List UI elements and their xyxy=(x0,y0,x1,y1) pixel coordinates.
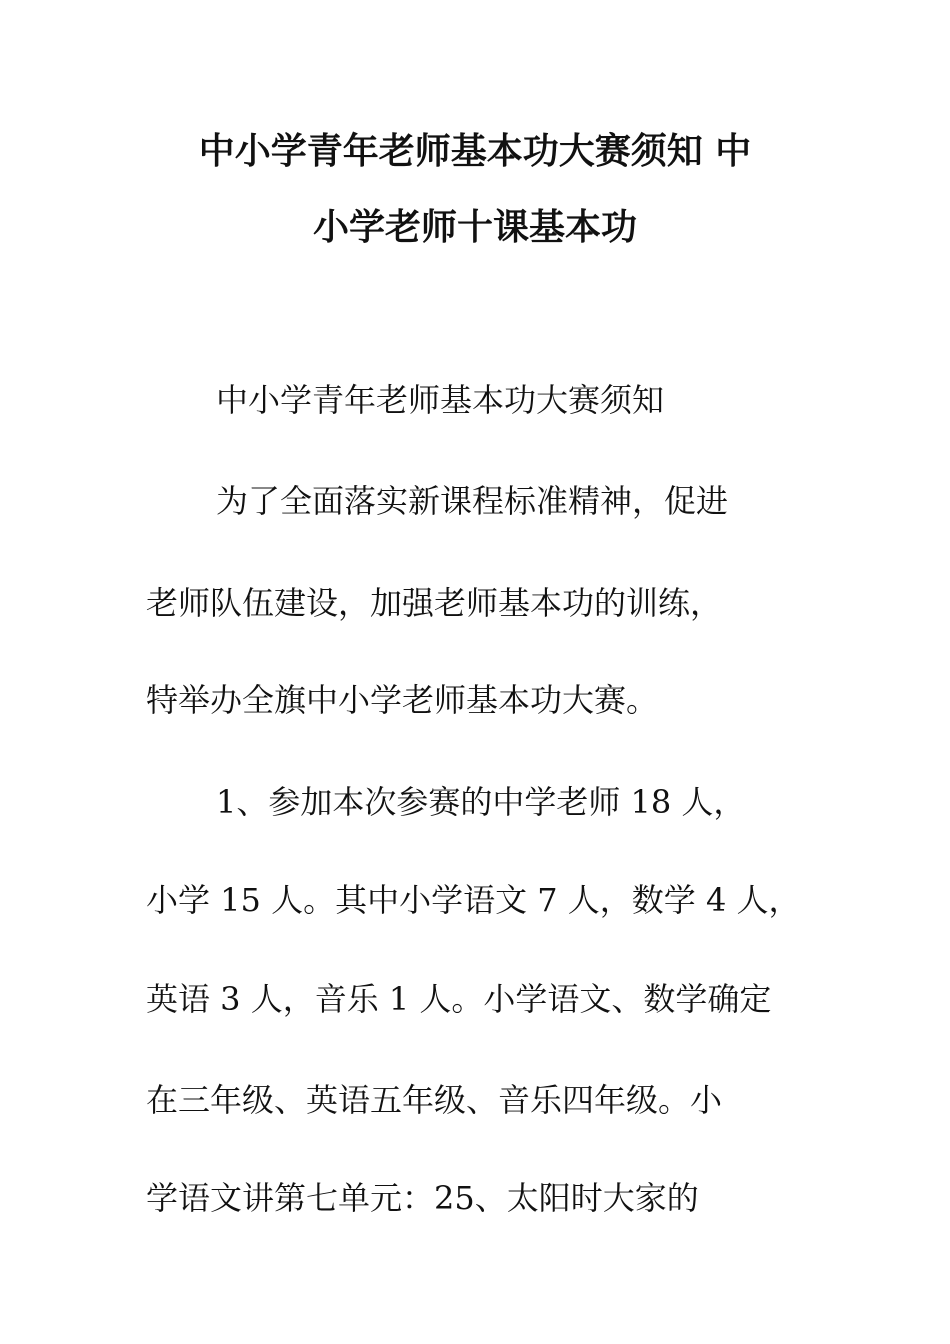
paragraph-line: 老师队伍建设，加强老师基本功的训练， xyxy=(146,584,723,622)
document-title-line-2: 小学老师十课基本功 xyxy=(312,207,637,248)
document-title-line-1: 中小学青年老师基本功大赛须知 中 xyxy=(198,131,752,172)
paragraph-line: 1、参加本次参赛的中学老师 18 人， xyxy=(216,783,746,821)
paragraph-line: 在三年级、英语五年级、音乐四年级。小 xyxy=(146,1081,723,1119)
section-heading: 中小学青年老师基本功大赛须知 xyxy=(216,381,665,419)
paragraph-line: 小学 15 人。其中小学语文 7 人，数学 4 人， xyxy=(146,881,801,919)
paragraph-line: 特举办全旗中小学老师基本功大赛。 xyxy=(146,681,659,719)
paragraph-line: 英语 3 人，音乐 1 人。小学语文、数学确定 xyxy=(146,980,772,1018)
paragraph-line: 为了全面落实新课程标准精神，促进 xyxy=(216,482,729,520)
paragraph-line: 学语文讲第七单元：25、太阳时大家的 xyxy=(146,1179,699,1217)
